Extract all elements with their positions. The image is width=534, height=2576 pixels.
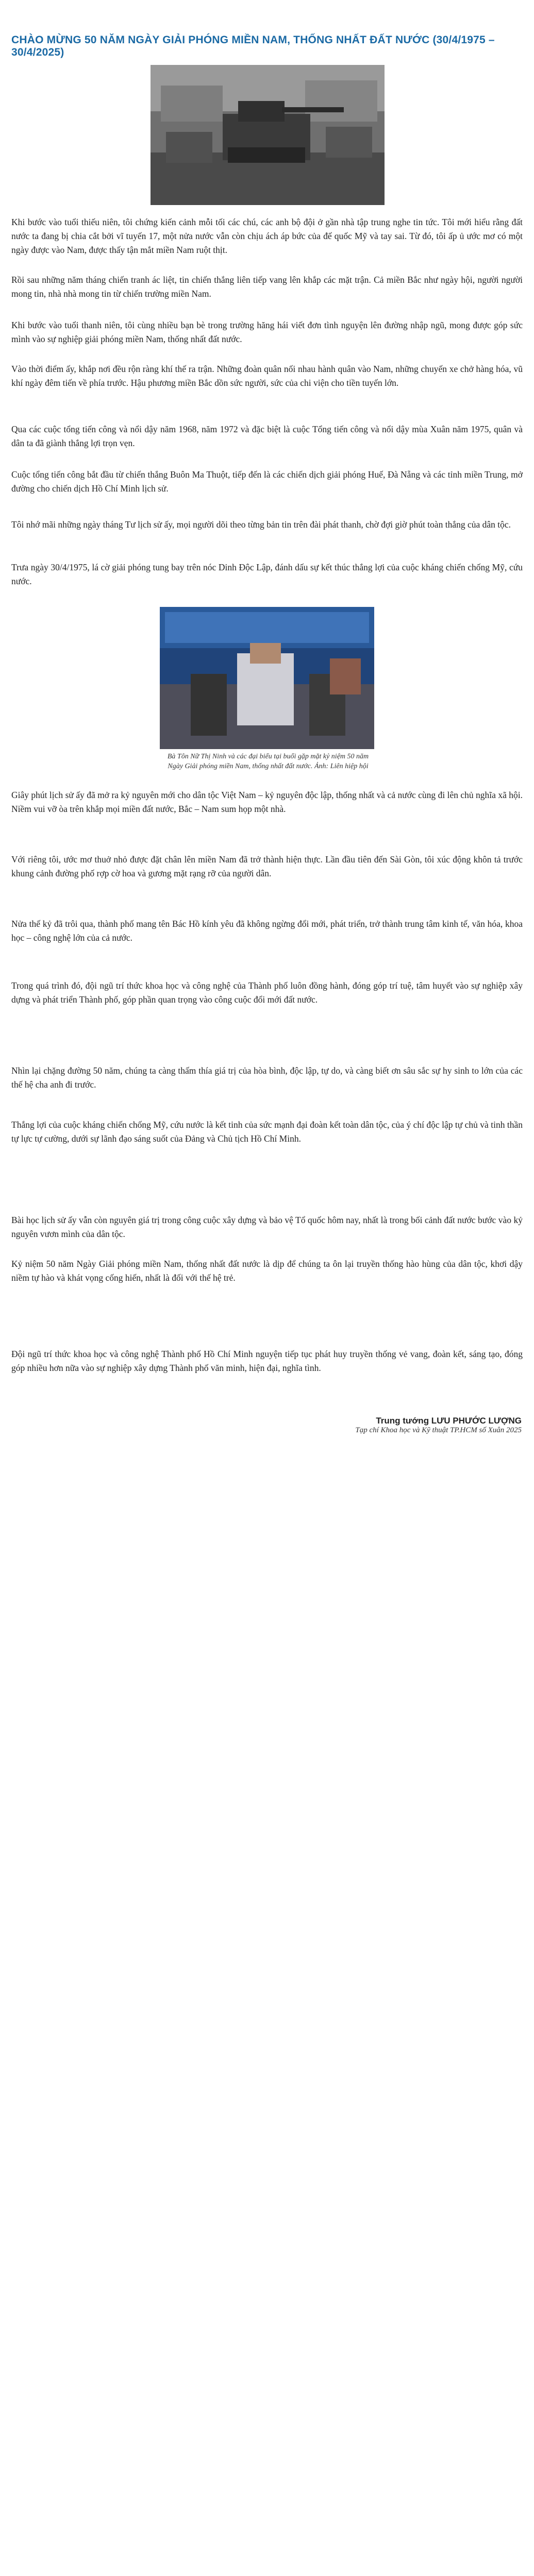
author-source: Tạp chí Khoa học và Kỹ thuật TP.HCM số Xuân 2025	[355, 1426, 522, 1434]
paragraph-7: Tôi nhớ mãi những ngày tháng Tư lịch sử ấy, mọi người dõi theo từng bản tin trên đài phát thanh, chờ đợi giờ phút toàn thắng của dân tộc.	[11, 519, 511, 530]
paragraph-2: Rồi sau những năm tháng chiến tranh ác liệt, tin chiến thắng liên tiếp vang lên khắp các mặt trận. Cả miền Bắc như ngày hội, người người mong tin, nhà nhà mong tin từ chiến trường miền Nam.	[11, 275, 523, 299]
photo-commemoration-image	[160, 607, 374, 749]
paragraph-8: Trưa ngày 30/4/1975, lá cờ giải phóng tung bay trên nóc Dinh Độc Lập, đánh dấu sự kết thúc thắng lợi của cuộc kháng chiến chống Mỹ, cứu nước.	[11, 562, 523, 587]
paragraph-3: Khi bước vào tuổi thanh niên, tôi cùng nhiều bạn bè trong trường hăng hái viết đơn tình nguyện lên đường nhập ngũ, mong được góp sức mình vào sự nghiệp giải phóng miền Nam, thống nhất đất nước.	[11, 320, 523, 345]
paragraph-4: Vào thời điểm ấy, khắp nơi đều rộn ràng khí thế ra trận. Những đoàn quân nối nhau hành quân vào Nam, những chuyến xe chở hàng hóa, vũ khí ngày đêm tiến về phía trước. Hậu phương miền Bắc dồn sức người, sức của chi viện cho tiền tuyến lớn.	[11, 364, 523, 388]
paragraph-12: Trong quá trình đó, đội ngũ trí thức khoa học và công nghệ của Thành phố luôn đồng hành, đóng góp trí tuệ, tâm huyết vào sự nghiệp xây dựng và phát triển Thành phố, góp phần quan trọng vào công cuộc đổi mới đất nước.	[11, 980, 523, 1005]
photo-commemoration	[160, 607, 374, 749]
photo-tanks-image	[151, 65, 385, 205]
paragraph-15: Bài học lịch sử ấy vẫn còn nguyên giá trị trong công cuộc xây dựng và bảo vệ Tổ quốc hôm nay, nhất là trong bối cảnh đất nước bước vào kỷ nguyên vươn mình của dân tộc.	[11, 1215, 523, 1240]
paragraph-1: Khi bước vào tuổi thiếu niên, tôi chứng kiến cảnh mỗi tối các chú, các anh bộ đội ở gần nhà tập trung nghe tin tức. Tôi mới hiểu rằng đất nước ta đang bị chia cắt bởi vĩ tuyến 17, một nửa nước vẫn còn chịu ách áp bức của đế quốc Mỹ và tay sai. Từ đó, tôi ấp ủ ước mơ có một ngày được vào Nam, được thấy tận mắt miền Nam ruột thịt.	[11, 217, 523, 256]
paragraph-10: Với riêng tôi, ước mơ thuở nhỏ được đặt chân lên miền Nam đã trở thành hiện thực. Lần đầu tiên đến Sài Gòn, tôi xúc động khôn tả trước khung cảnh đường phố rợp cờ hoa và gương mặt rạng rỡ của người dân.	[11, 854, 523, 879]
paragraph-16: Kỷ niệm 50 năm Ngày Giải phóng miền Nam, thống nhất đất nước là dịp để chúng ta ôn lại truyền thống hào hùng của dân tộc, khơi dậy niềm tự hào và khát vọng cống hiến, nhất là đối với thế hệ trẻ.	[11, 1259, 523, 1283]
author-name: Trung tướng LƯU PHƯỚC LƯỢNG	[376, 1416, 522, 1426]
paragraph-14: Thắng lợi của cuộc kháng chiến chống Mỹ, cứu nước là kết tinh của sức mạnh đại đoàn kết toàn dân tộc, của ý chí độc lập tự chủ và tinh thần tự lực tự cường, dưới sự lãnh đạo sáng suốt của Đảng và Chủ tịch Hồ Chí Minh.	[11, 1120, 523, 1144]
paragraph-17: Đội ngũ trí thức khoa học và công nghệ Thành phố Hồ Chí Minh nguyện tiếp tục phát huy truyền thống vẻ vang, đoàn kết, sáng tạo, đóng góp nhiều hơn nữa vào sự nghiệp xây dựng Thành phố văn minh, hiện đại, nghĩa tình.	[11, 1349, 523, 1374]
paragraph-6: Cuộc tổng tiến công bắt đầu từ chiến thắng Buôn Ma Thuột, tiếp đến là các chiến dịch giải phóng Huế, Đà Nẵng và các tỉnh miền Trung, mở đường cho chiến dịch Hồ Chí Minh lịch sử.	[11, 469, 523, 494]
photo-tanks	[151, 65, 385, 205]
paragraph-5: Qua các cuộc tổng tiến công và nổi dậy năm 1968, năm 1972 và đặc biệt là cuộc Tổng tiến công và nổi dậy mùa Xuân năm 1975, quân và dân ta đã giành thắng lợi trọn vẹn.	[11, 424, 523, 449]
photo-commemoration-caption: Bà Tôn Nữ Thị Ninh và các đại biểu tại buổi gặp mặt kỷ niệm 50 năm Ngày Giải phóng miền Nam, thống nhất đất nước. Ảnh: Liên hiệp hội	[167, 753, 369, 770]
author-signature	[355, 1416, 522, 1435]
paragraph-11: Nửa thế kỷ đã trôi qua, thành phố mang tên Bác Hồ kính yêu đã không ngừng đổi mới, phát triển, trở thành trung tâm kinh tế, văn hóa, khoa học – công nghệ lớn của cả nước.	[11, 919, 523, 943]
article-title: CHÀO MỪNG 50 NĂM NGÀY GIẢI PHÓNG MIỀN NAM, THỐNG NHẤT ĐẤT NƯỚC (30/4/1975 – 30/4/2025)	[11, 34, 495, 58]
paragraph-13: Nhìn lại chặng đường 50 năm, chúng ta càng thấm thía giá trị của hòa bình, độc lập, tự do, và càng biết ơn sâu sắc sự hy sinh to lớn của các thế hệ cha anh đi trước.	[11, 1065, 523, 1090]
paragraph-9: Giây phút lịch sử ấy đã mở ra kỷ nguyên mới cho dân tộc Việt Nam – kỷ nguyên độc lập, thống nhất và cả nước cùng đi lên chủ nghĩa xã hội. Niềm vui vỡ òa trên khắp mọi miền đất nước, Bắc – Nam sum họp một nhà.	[11, 790, 523, 815]
